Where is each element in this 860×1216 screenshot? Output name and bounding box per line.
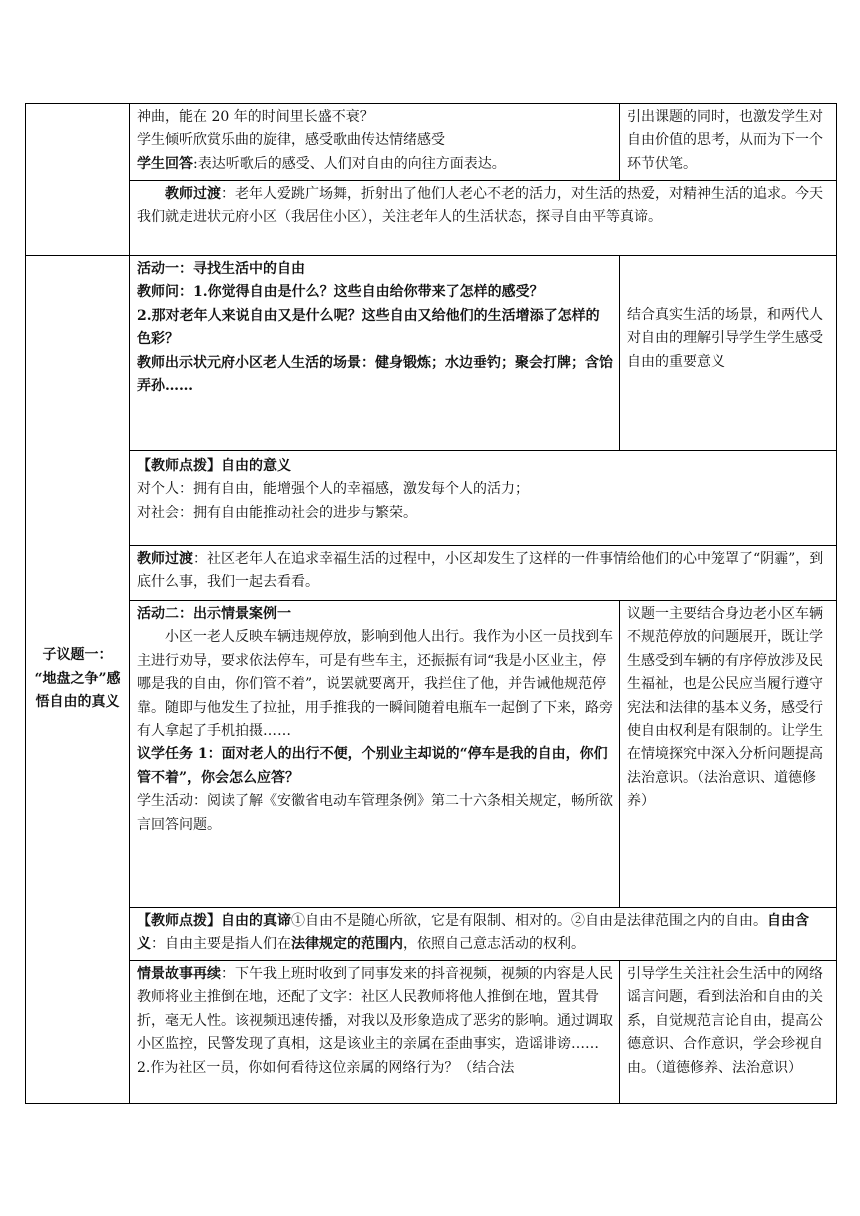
activity1-content <box>130 256 620 451</box>
answer-text: :表达听歌后的感受、人们对自由的向往方面表达。 <box>193 155 506 172</box>
tip1-row <box>26 451 837 546</box>
activity2-note: 议题一主要结合身边老小区车辆不规范停放的问题展开，既让学生感受到车辆的有序停放涉及民生福祉，也是公民应当履行遵守宪法和法律的基本义务，感受行使自由权利是有限制的。让学生在情境探究中深入分析问题提高法治意识。（法治意识、道德修养） <box>620 601 837 908</box>
tip1-content <box>130 451 837 546</box>
stage-cell-empty <box>26 104 130 256</box>
tip2-row <box>26 908 837 961</box>
intro-content <box>130 104 620 181</box>
tip2-law-bold: 法律规定的范围内 <box>291 936 403 953</box>
sub-topic-cell <box>26 256 130 1104</box>
sub-topic-line1: 子议题一： <box>42 647 113 664</box>
activity2-task: 议学任务 1：面对老人的出行不便，个别业主却说的“停车是我的自由，你们管不着”，你会怎么应答？ <box>137 746 608 786</box>
activity2-row <box>26 601 837 908</box>
transition2-label: 教师过渡 <box>137 551 193 567</box>
tip2-text1: ①自由不是随心所欲，它是有限制、相对的。②自由是法律范围之内的自由。 <box>291 913 767 929</box>
story2-note: 引导学生关注社会生活中的网络谣言问题，看到法治和自由的关系，自觉规范言论自由，提高公德意识、合作意识，学会珍视自由。（道德修养、法治意识） <box>620 961 837 1104</box>
lesson-plan-page <box>25 103 836 1104</box>
transition1-content <box>130 181 837 256</box>
tip1-line1: 对个人：拥有自由，能增强个人的幸福感，激发每个人的活力； <box>137 481 529 498</box>
story2-content <box>130 961 620 1104</box>
activity2-content <box>130 601 620 908</box>
activity2-title: 活动二：出示情景案例一 <box>137 606 291 622</box>
activity2-student: 学生活动：阅读了解《安徽省电动车管理条例》第二十六条相关规定，畅所欲言回答问题。 <box>137 793 613 833</box>
intro-note: 引出课题的同时，也激发学生对自由价值的思考，从而为下一个环节伏笔。 <box>620 104 837 181</box>
transition1-row <box>26 181 837 256</box>
transition1-text: ：老年人爱跳广场舞，折射出了他们人老心不老的活力，对生活的热爱，对精神生活的追求。今天我们就走进状元府小区（我居住小区），关注老年人的生活状态，探寻自由平等真谛。 <box>137 186 823 226</box>
lesson-plan-table <box>25 103 837 1104</box>
transition2-content <box>130 546 837 601</box>
activity1-q2: 2.那对老年人来说自由又是什么呢？这些自由又给他们的生活增添了怎样的色彩？ <box>137 307 600 348</box>
activity1-q1: 教师问：1.你觉得自由是什么？这些自由给你带来了怎样的感受？ <box>137 284 544 301</box>
tip1-line2: 对社会：拥有自由能推动社会的进步与繁荣。 <box>137 504 417 521</box>
tip2-meaning-label: 自由含义 <box>137 913 809 953</box>
activity1-note: 结合真实生活的场景，和两代人对自由的理解引导学生学生感受自由的重要意义 <box>620 256 837 451</box>
tip2-text2: ：自由主要是指人们在 <box>151 936 291 953</box>
tip1-label: 【教师点拨】自由的意义 <box>137 458 291 474</box>
activity1-scene: 教师出示状元府小区老人生活的场景：健身锻炼；水边垂钓；聚会打牌；含饴弄孙…… <box>137 354 613 395</box>
answer-label: 学生回答 <box>137 155 193 172</box>
activity2-story: 小区一老人反映车辆违规停放，影响到他人出行。我作为小区一员找到车主进行劝导，要求依法停车，可是有些车主，还振振有词“我是小区业主，停哪是我的自由，你们管不着”，说罢就要离开，我拦住了他，并告诫他规范停靠。随即与他发生了拉扯，用手推我的一瞬间随着电瓶车一起倒了下来，路旁有人拿起了手机拍摄…… <box>137 629 613 740</box>
tip2-content <box>130 908 837 961</box>
story2-label: 情景故事再续 <box>137 966 221 982</box>
intro-line-1: 神曲，能在 20 年的时间里长盛不衰？ <box>137 109 374 125</box>
activity1-title: 活动一：寻找生活中的自由 <box>137 261 305 277</box>
sub-topic-line2: “地盘之争”感悟自由的真义 <box>34 670 121 711</box>
transition2-text: ：社区老年人在追求幸福生活的过程中，小区却发生了这样的一件事情给他们的心中笼罩了“阴霾”，到底什么事，我们一起去看看。 <box>137 551 824 591</box>
intro-answer <box>137 153 613 176</box>
activity1-row <box>26 256 837 451</box>
transition2-row <box>26 546 837 601</box>
tip2-text3: ，依照自己意志活动的权利。 <box>403 936 585 953</box>
intro-line-2: 学生倾听欣赏乐曲的旋律，感受歌曲传达情绪感受 <box>137 132 445 149</box>
intro-row <box>26 104 837 181</box>
tip2-label: 【教师点拨】自由的真谛 <box>137 913 291 929</box>
transition1-label: 教师过渡 <box>165 186 221 202</box>
story2-q2: 2.作为社区一员，你如何看待这位亲属的网络行为？（结合法 <box>137 1059 515 1076</box>
story2-text: ：下午我上班时收到了同事发来的抖音视频，视频的内容是人民教师将业主推倒在地，还配了文字：社区人民教师将他人推倒在地，置其骨折，毫无人性。该视频迅速传播，对我以及形象造成了恶劣的影响。通过调取小区监控，民警发现了真相，这是该业主的亲属在歪曲事实，造谣诽谤…… <box>137 966 613 1053</box>
story2-row <box>26 961 837 1104</box>
